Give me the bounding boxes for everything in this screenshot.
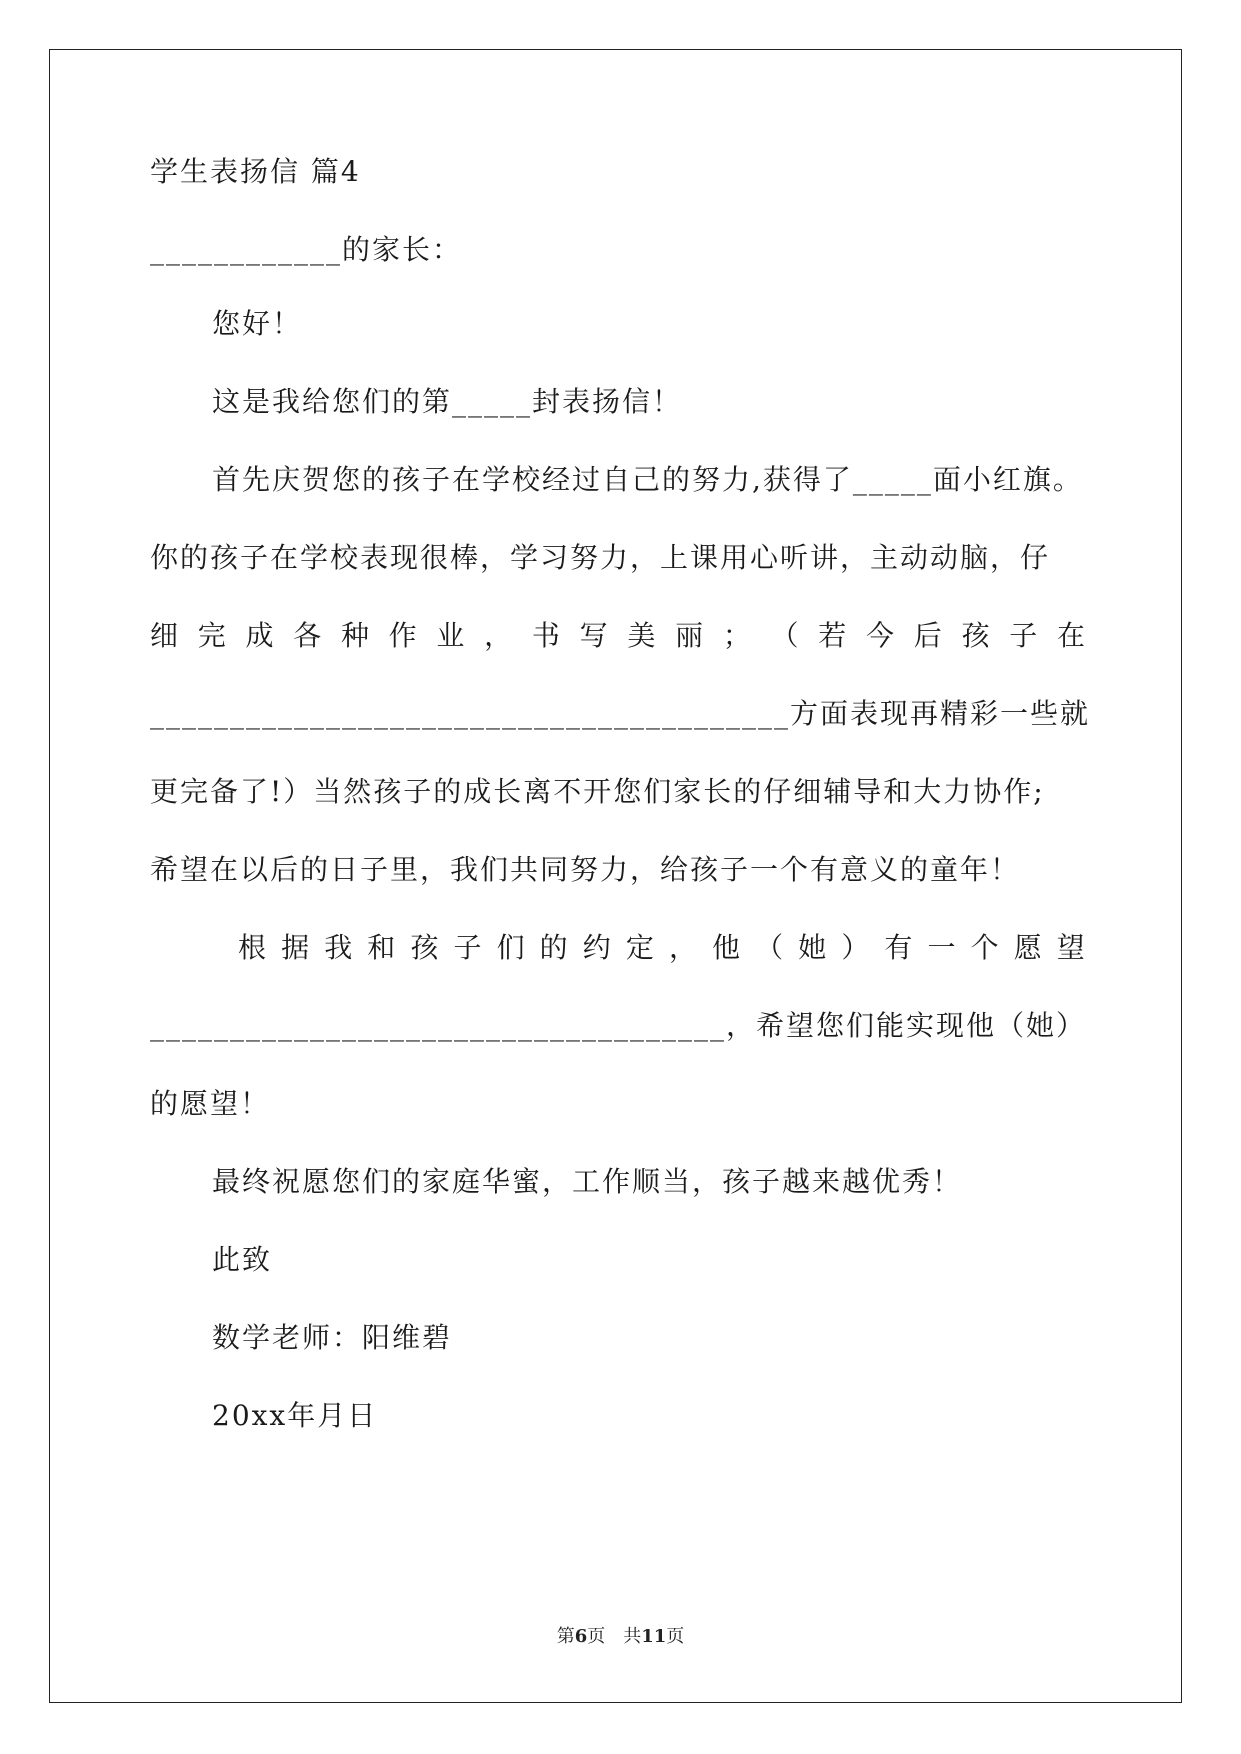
date: 20xx年月日 [212,1399,378,1432]
paragraph-3-line-1: 根 据 我 和 孩 子 们 的 约 定 ， 他 （ 她 ） 有 一 个 愿 望 [238,931,1085,964]
closing: 此致 [212,1243,273,1276]
footer-page-number: 6 [574,1626,588,1647]
letter-heading: 学生表扬信 篇4 [150,155,361,188]
footer-total-pages: 11 [641,1626,667,1647]
paragraph-2-line-3: 细 完 成 各 种 作 业 ， 书 写 美 丽 ； （ 若 今 后 孩 子 在 [150,619,1085,652]
paragraph-2-line-2: 你的孩子在学校表现很棒，学习努力，上课用心听讲，主动动脑，仔 [150,541,1051,574]
footer-prefix: 第 [556,1626,575,1647]
page-footer [0,1625,1241,1649]
paragraph-3-line-2: ____________________________________，希望您们能实现他（她） [150,1009,1087,1042]
wishes: 最终祝愿您们的家庭华蜜，工作顺当，孩子越来越优秀！ [212,1165,963,1198]
paragraph-2-line-5: 更完备了!）当然孩子的成长离不开您们家长的仔细辅导和大力协作; [150,775,1045,808]
paragraph-1: 这是我给您们的第_____封表扬信！ [212,385,683,418]
footer-suffix: 页 [666,1626,685,1647]
signature: 数学老师：阳维碧 [212,1321,453,1354]
paragraph-2-line-6: 希望在以后的日子里，我们共同努力，给孩子一个有意义的童年！ [150,853,1021,886]
paragraph-2-line-4: ________________________________________方面表现再精彩一些就 [150,697,1091,730]
paragraph-3-line-3: 的愿望！ [150,1087,271,1120]
salutation: ____________的家长： [150,233,463,266]
greeting: 您好！ [212,307,303,340]
footer-mid: 页 共 [587,1626,642,1647]
paragraph-2-line-1: 首先庆贺您的孩子在学校经过自己的努力,获得了_____面小红旗。 [212,463,1083,496]
